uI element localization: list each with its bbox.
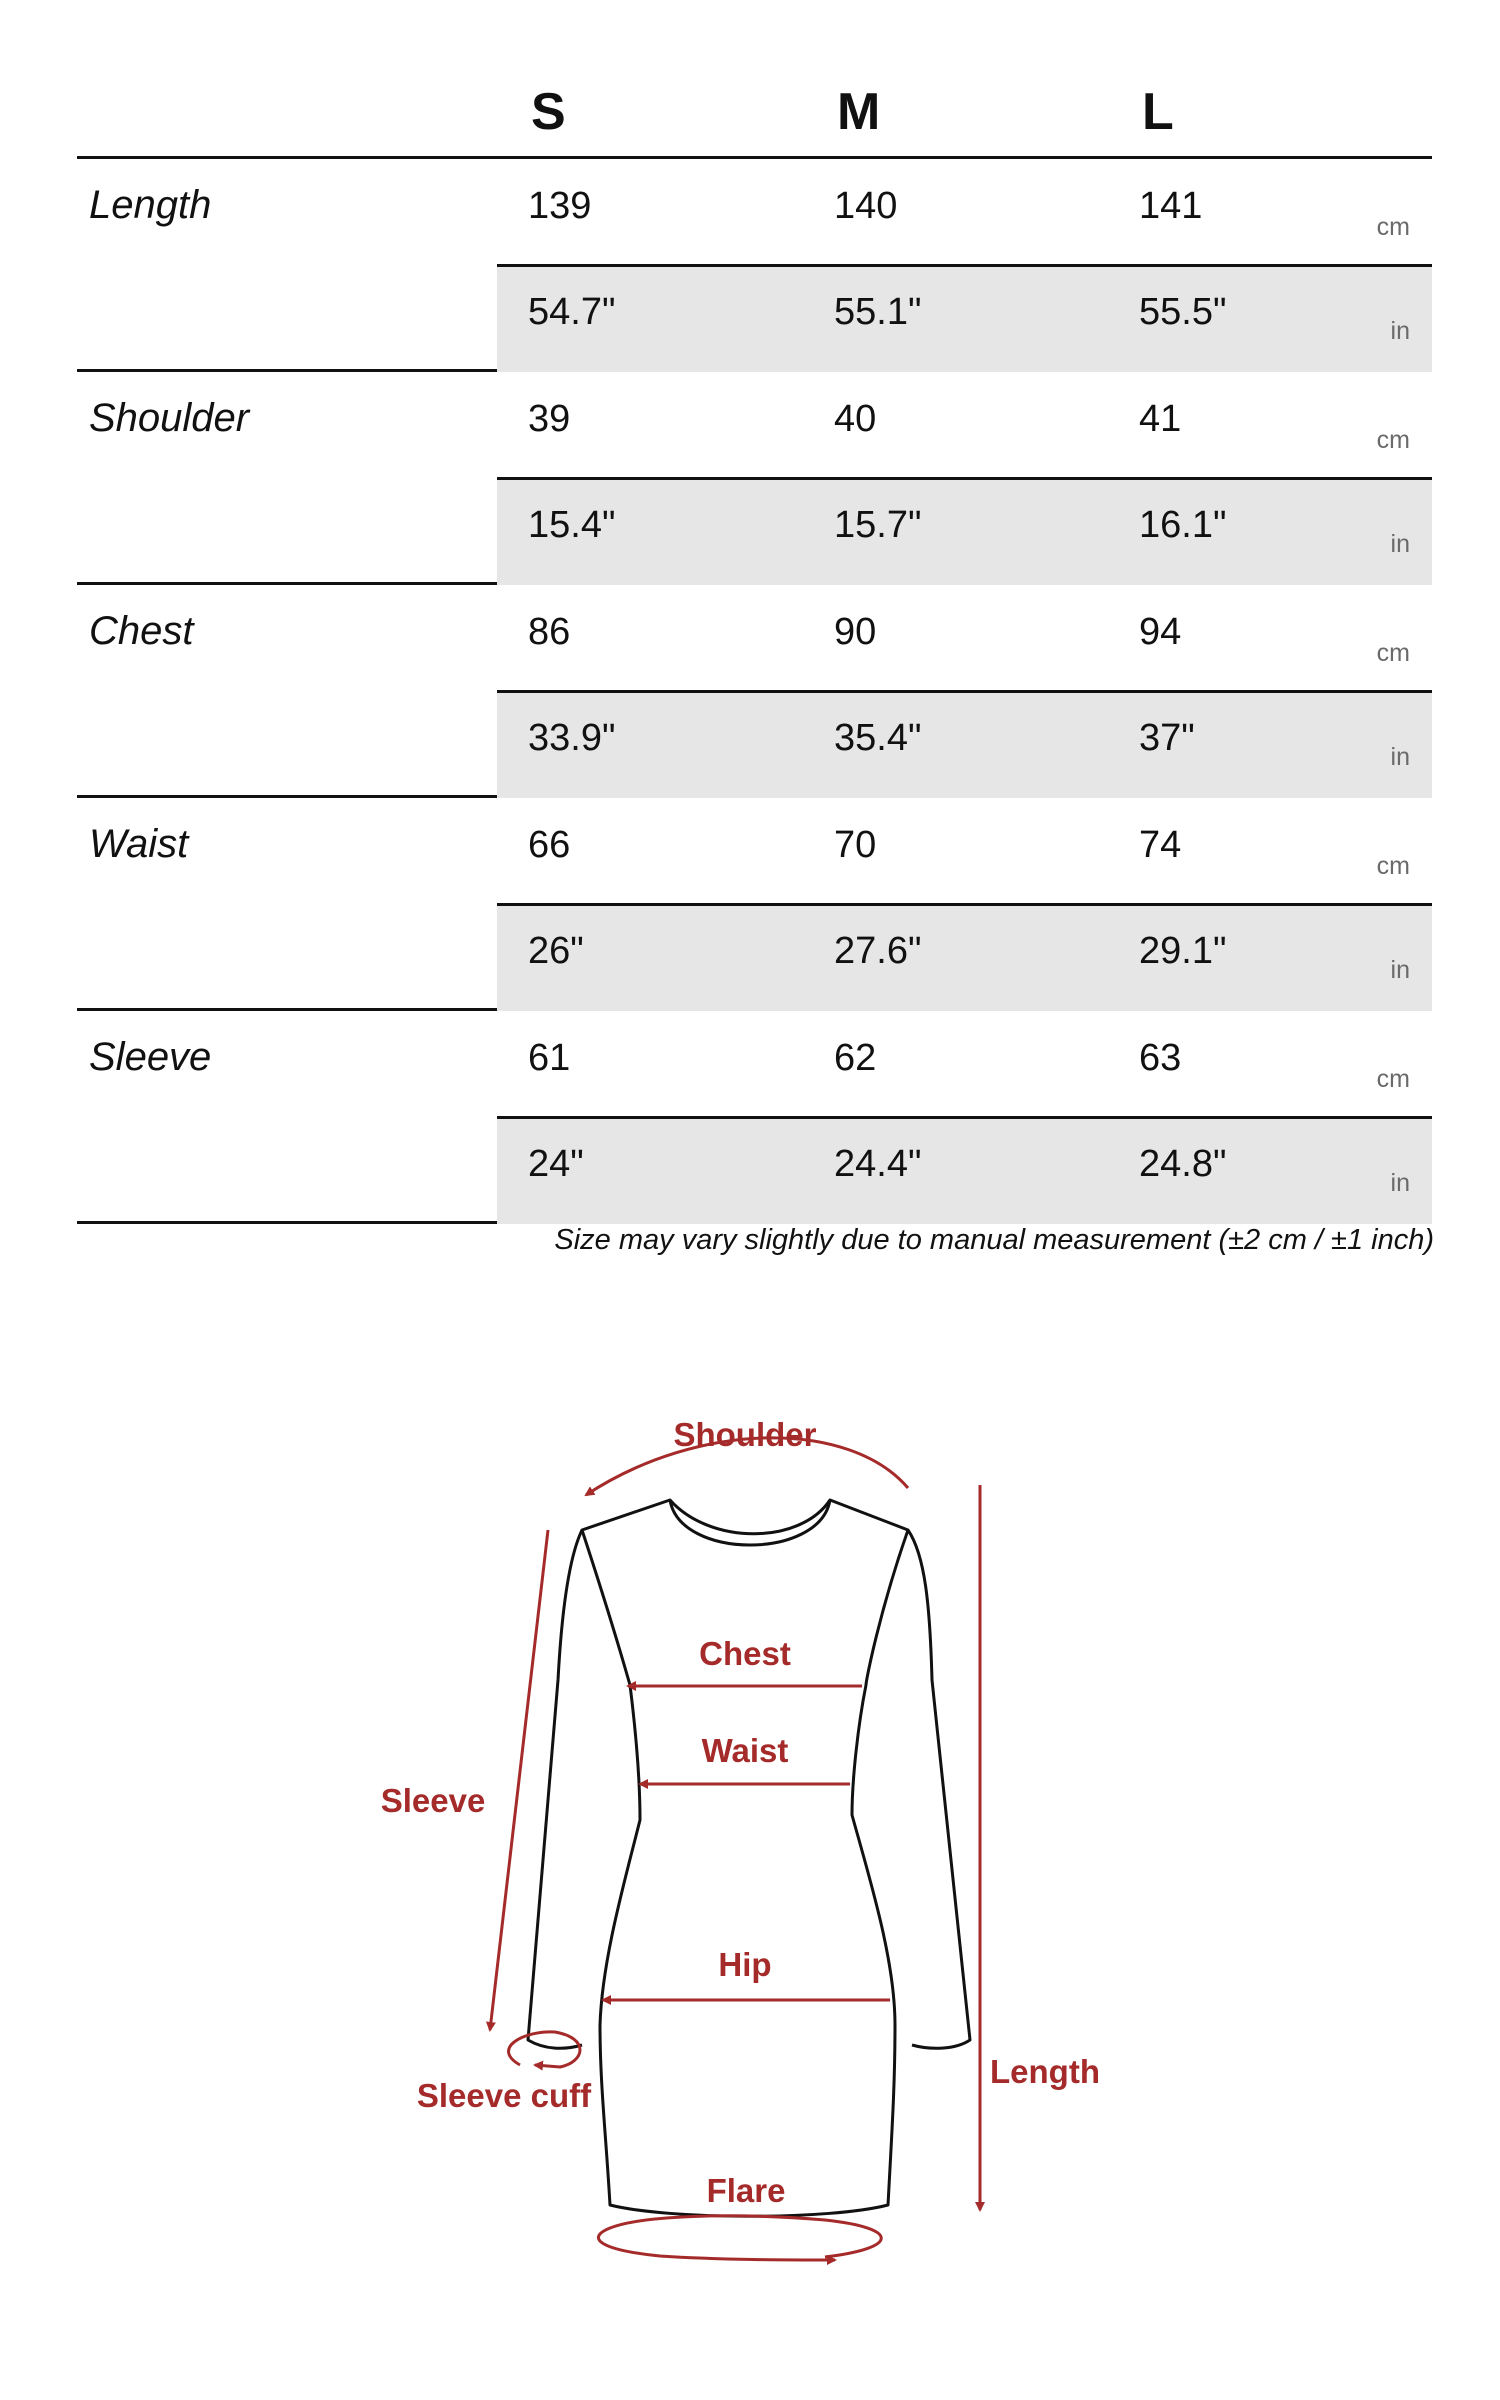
dress-body-outline <box>582 1500 908 2216</box>
size-header-l: L <box>1142 83 1174 141</box>
value-s-in: 26" <box>528 930 584 972</box>
waist-label: Waist <box>701 1732 789 1769</box>
measurement-group-waist <box>77 798 1432 1011</box>
cm-row <box>497 159 1432 264</box>
inch-row <box>497 477 1432 585</box>
inch-row <box>497 903 1432 1011</box>
value-s-in: 15.4" <box>528 504 616 546</box>
sleeve-cuff-arrow <box>509 2032 580 2067</box>
inch-row <box>497 264 1432 372</box>
unit-cm-label: cm <box>1376 213 1410 241</box>
value-l-in: 37" <box>1139 717 1195 759</box>
value-m-in: 55.1" <box>834 291 922 333</box>
dress-measurement-diagram <box>0 1380 1500 2280</box>
measurement-labels <box>381 1416 1100 2209</box>
value-s-cm: 39 <box>528 398 571 440</box>
value-s-in: 33.9" <box>528 717 616 759</box>
value-l-in: 24.8" <box>1139 1143 1227 1185</box>
dress-outline <box>528 1500 970 2216</box>
value-l-in: 29.1" <box>1139 930 1227 972</box>
measurement-group-shoulder <box>77 372 1432 585</box>
value-m-cm: 140 <box>834 185 898 227</box>
unit-cm-label: cm <box>1376 426 1410 454</box>
size-chart-table <box>77 60 1432 1224</box>
measurement-label: Sleeve <box>89 1035 212 1079</box>
hip-label: Hip <box>718 1946 772 1983</box>
chest-label: Chest <box>699 1635 791 1672</box>
unit-cm-label: cm <box>1376 852 1410 880</box>
unit-in-label: in <box>1390 956 1410 984</box>
measurement-disclaimer: Size may vary slightly due to manual measurement (±2 cm / ±1 inch) <box>554 1224 1434 1256</box>
inch-row <box>497 1116 1432 1224</box>
value-s-cm: 66 <box>528 824 571 866</box>
unit-in-label: in <box>1390 317 1410 345</box>
value-s-cm: 86 <box>528 611 571 653</box>
value-m-in: 27.6" <box>834 930 922 972</box>
value-l-in: 55.5" <box>1139 291 1227 333</box>
value-l-cm: 63 <box>1139 1037 1182 1079</box>
length-label: Length <box>990 2053 1100 2090</box>
value-m-cm: 70 <box>834 824 877 866</box>
value-m-in: 15.7" <box>834 504 922 546</box>
value-m-cm: 62 <box>834 1037 877 1079</box>
size-header-row <box>77 60 1432 159</box>
inch-row <box>497 690 1432 798</box>
shoulder-label: Shoulder <box>673 1416 817 1453</box>
cm-row <box>497 1011 1432 1116</box>
measurement-group-sleeve <box>77 1011 1432 1224</box>
measurement-label: Length <box>89 183 212 227</box>
unit-cm-label: cm <box>1376 639 1410 667</box>
value-s-in: 54.7" <box>528 291 616 333</box>
sleeve-label: Sleeve <box>380 1782 486 1819</box>
value-s-in: 24" <box>528 1143 584 1185</box>
measurement-group-chest <box>77 585 1432 798</box>
value-m-cm: 90 <box>834 611 877 653</box>
cm-row <box>497 798 1432 903</box>
sleeve-cuff-label: Sleeve cuff <box>416 2077 592 2114</box>
value-l-in: 16.1" <box>1139 504 1227 546</box>
unit-cm-label: cm <box>1376 1065 1410 1093</box>
size-header-m: M <box>837 83 881 141</box>
unit-in-label: in <box>1390 1169 1410 1197</box>
flare-label: Flare <box>706 2172 786 2209</box>
measurement-label: Chest <box>89 609 194 653</box>
unit-in-label: in <box>1390 743 1410 771</box>
unit-in-label: in <box>1390 530 1410 558</box>
value-s-cm: 61 <box>528 1037 571 1079</box>
right-sleeve-outline <box>908 1530 970 2048</box>
value-m-cm: 40 <box>834 398 877 440</box>
value-l-cm: 141 <box>1139 185 1203 227</box>
value-l-cm: 94 <box>1139 611 1182 653</box>
value-l-cm: 41 <box>1139 398 1182 440</box>
left-sleeve-outline <box>528 1530 582 2048</box>
flare-arrow <box>598 2216 881 2260</box>
value-m-in: 24.4" <box>834 1143 922 1185</box>
size-header-s: S <box>531 83 566 141</box>
measurement-label: Shoulder <box>89 396 250 440</box>
sleeve-arrow <box>490 1530 548 2030</box>
value-m-in: 35.4" <box>834 717 922 759</box>
measurement-arrows <box>490 1438 980 2260</box>
cm-row <box>497 585 1432 690</box>
cm-row <box>497 372 1432 477</box>
value-s-cm: 139 <box>528 185 592 227</box>
value-l-cm: 74 <box>1139 824 1182 866</box>
measurement-group-length <box>77 159 1432 372</box>
measurement-label: Waist <box>89 822 189 866</box>
